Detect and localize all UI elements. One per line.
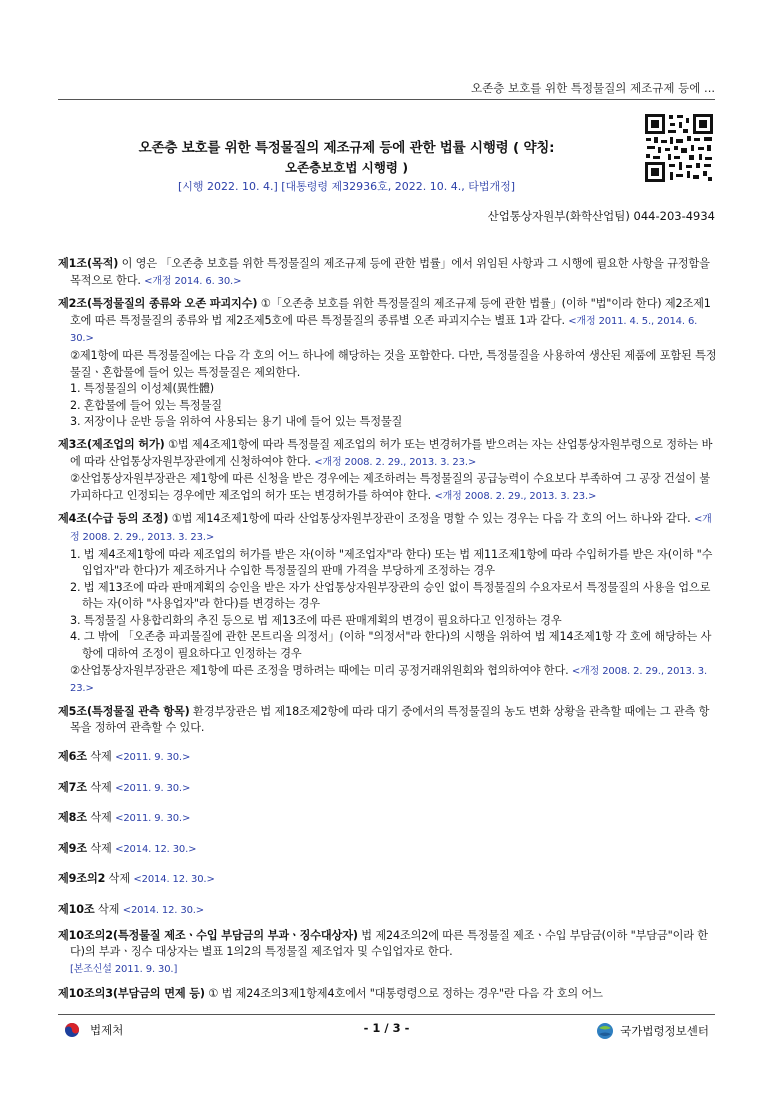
article-text: 삭제 <box>105 872 134 886</box>
article-heading: 제6조 <box>58 750 87 764</box>
article-text: 법 제24조의2에 따른 특정물질 제조ㆍ수입 부담금(이하 "부담금"이라 한다)의 부과ㆍ징수 대상자는 별표 1의2의 특정물질 제조업자 및 수입업자로 한다. <box>70 928 708 959</box>
enactment-note: [본조신설 2011. 9. 30.] <box>70 963 178 975</box>
article-1 <box>58 256 718 290</box>
article-heading: 제10조의3(부담금의 면제 등) <box>58 987 205 1001</box>
globe-logo-icon <box>596 1022 614 1040</box>
article-10 <box>58 902 718 920</box>
article-9 <box>58 841 718 859</box>
amendment-note: <개정 2008. 2. 29., 2013. 3. 23.> <box>70 514 712 543</box>
article-heading: 제10조 <box>58 903 95 916</box>
article-heading: 제10조의2(특정물질 제조ㆍ수입 부담금의 부과ㆍ징수대상자) <box>58 928 358 942</box>
amendment-note: <개정 2008. 2. 29., 2013. 3. 23.> <box>434 490 597 502</box>
list-item: 2. 법 제13조에 따라 판매계획의 승인을 받은 자가 산업통상자원부장관의 승인 없이 특정물질의 수요자로서 특정물질의 사용을 업으로 하는 자(이하 "사용업자"라 한다)를 변경하는 경우 <box>70 580 711 611</box>
article-heading: 제8조 <box>58 811 87 825</box>
article-heading: 제1조(목적) <box>58 257 119 270</box>
article-heading: 제9조 <box>58 841 87 855</box>
footer-org-right: 국가법령정보센터 <box>620 1024 709 1038</box>
list-item: 3. 저장이나 운반 등을 위하여 사용되는 용기 내에 들어 있는 특정물질 <box>70 415 403 429</box>
article-6 <box>58 749 718 767</box>
article-text: 삭제 <box>86 811 116 825</box>
amendment-note: <개정 2011. 4. 5., 2014. 6. 30.> <box>70 315 698 345</box>
amendment-note: <2011. 9. 30.> <box>115 752 191 764</box>
paragraph: ②산업통상자원부장관은 제1항에 따른 조정을 명하려는 때에는 미리 공정거래위원회와 협의하여야 한다. <box>70 663 572 677</box>
article-8 <box>58 810 718 828</box>
qr-code-icon[interactable] <box>643 112 715 184</box>
amendment-note: <개정 2008. 2. 29., 2013. 3. 23.> <box>70 665 708 695</box>
law-short-title: 오존층보호법 시행령 ) <box>284 160 409 175</box>
article-text: 삭제 <box>86 780 116 794</box>
enforcement-info: [시행 2022. 10. 4.] [대통령령 제32936호, 2022. 10. 4., 타법개정] <box>177 180 516 193</box>
amendment-note: <2011. 9. 30.> <box>115 782 191 794</box>
article-text: 삭제 <box>86 841 116 855</box>
running-header <box>58 74 715 100</box>
amendment-note: <2014. 12. 30.> <box>115 843 197 855</box>
article-text: 이 영은 「오존층 보호를 위한 특정물질의 제조규제 등에 관한 법률」에서 위임된 사항과 그 시행에 필요한 사항을 규정함을 목적으로 한다. <box>70 257 710 287</box>
running-title: 오존층 보호를 위한 특정물질의 제조규제 등에 ... <box>471 81 715 95</box>
list-item: 1. 특정물질의 이성체(異性體) <box>70 382 214 396</box>
article-10-3 <box>58 986 718 1003</box>
article-3 <box>58 437 718 505</box>
law-title: 오존층 보호를 위한 특정물질의 제조규제 등에 관한 법률 시행령 ( 약칭: <box>138 140 555 156</box>
article-5 <box>58 704 718 737</box>
article-text: ① 법 제24조의3제1항제4호에서 "대통령령으로 정하는 경우"란 다음 각 호의 어느 <box>204 987 603 1001</box>
page-number: - 1 / 3 - <box>363 1021 410 1035</box>
article-text: ①법 제4조제1항에 따라 특정물질 제조업의 허가 또는 변경허가를 받으려는 자는 산업통상자원부령으로 정하는 바에 따라 산업통상자원부장관에게 신청하여야 한다. <box>70 437 713 468</box>
ministry-contact: 산업통상자원부(화학산업팀) 044-203-4934 <box>487 209 715 223</box>
title-block <box>58 112 715 192</box>
article-heading: 제3조(제조업의 허가) <box>58 437 165 451</box>
page-footer <box>58 1014 715 1042</box>
article-9-2 <box>58 871 718 889</box>
article-heading: 제9조의2 <box>58 872 106 886</box>
article-4 <box>58 511 718 698</box>
amendment-note: <2011. 9. 30.> <box>115 813 191 825</box>
amendment-note: <2014. 12. 30.> <box>133 874 215 886</box>
article-7 <box>58 780 718 798</box>
footer-org-left: 법제처 <box>90 1023 124 1037</box>
article-heading: 제2조(특정물질의 종류와 오존 파괴지수) <box>58 297 258 311</box>
law-body <box>58 256 718 1009</box>
footer-right <box>596 1022 709 1040</box>
article-text: 삭제 <box>86 750 116 764</box>
amendment-note: <2014. 12. 30.> <box>122 905 205 916</box>
list-item: 1. 법 제4조제1항에 따라 제조업의 허가를 받은 자(이하 "제조업자"라 한다) 또는 법 제11조제1항에 따라 수입허가를 받은 자(이하 "수입업자"라 한다)가 제조하거나 수입한 특정물질의 판매 가격을 부당하게 조정하는 경우 <box>70 547 713 578</box>
amendment-note: <개정 2008. 2. 29., 2013. 3. 23.> <box>314 456 477 468</box>
paragraph: ②제1항에 따른 특정물질에는 다음 각 호의 어느 하나에 해당하는 것을 포함한다. 다만, 특정물질을 사용하여 생산된 제품에 포함된 특정물질ㆍ혼합물에 들어 있는 특정물질은 제외한다. <box>70 348 717 379</box>
article-text: ①법 제14조제1항에 따라 산업통상자원부장관이 조정을 명할 수 있는 경우는 다음 각 호의 어느 하나와 같다. <box>168 512 694 526</box>
article-10-2 <box>58 928 718 979</box>
list-item: 2. 혼합물에 들어 있는 특정물질 <box>70 398 222 412</box>
list-item: 4. 그 밖에 「오존층 파괴물질에 관한 몬트리올 의정서」(이하 "의정서"라 한다)의 시행을 위하여 법 제14조제1항 각 호에 해당하는 사항에 대하여 조정이 필요하다고 인정하는 경우 <box>70 630 712 661</box>
article-heading: 제5조(특정물질 관측 항목) <box>58 704 190 718</box>
paragraph: ②산업통상자원부장관은 제1항에 따른 신청을 받은 경우에는 제조하려는 특정물질의 공급능력이 수요보다 부족하여 그 공장 건설이 불가피하다고 인정되는 경우에만 제조업의 허가 또는 변경허가를 하여야 한다. <box>70 472 711 502</box>
article-heading: 제7조 <box>58 780 87 794</box>
article-text: 삭제 <box>94 903 123 916</box>
article-text: ①「오존층 보호를 위한 특정물질의 제조규제 등에 관한 법률」(이하 "법"이라 한다) 제2조제1호에 따른 특정물질의 종류와 법 제2조제5호에 따른 특정물질의 종류별 오존 파괴지수는 별표 1과 같다. <box>70 297 711 327</box>
article-text: 환경부장관은 법 제18조제2항에 따라 대기 중에서의 특정물질의 농도 변화 상황을 관측할 때에는 그 관측 항목을 정하여 관측할 수 있다. <box>70 704 710 735</box>
article-2 <box>58 296 718 431</box>
list-item: 3. 특정물질 사용합리화의 추진 등으로 법 제13조에 따른 판매계획의 변경이 필요하다고 인정하는 경우 <box>70 613 562 627</box>
amendment-note: <개정 2014. 6. 30.> <box>144 275 242 287</box>
article-heading: 제4조(수급 등의 조정) <box>58 512 169 526</box>
